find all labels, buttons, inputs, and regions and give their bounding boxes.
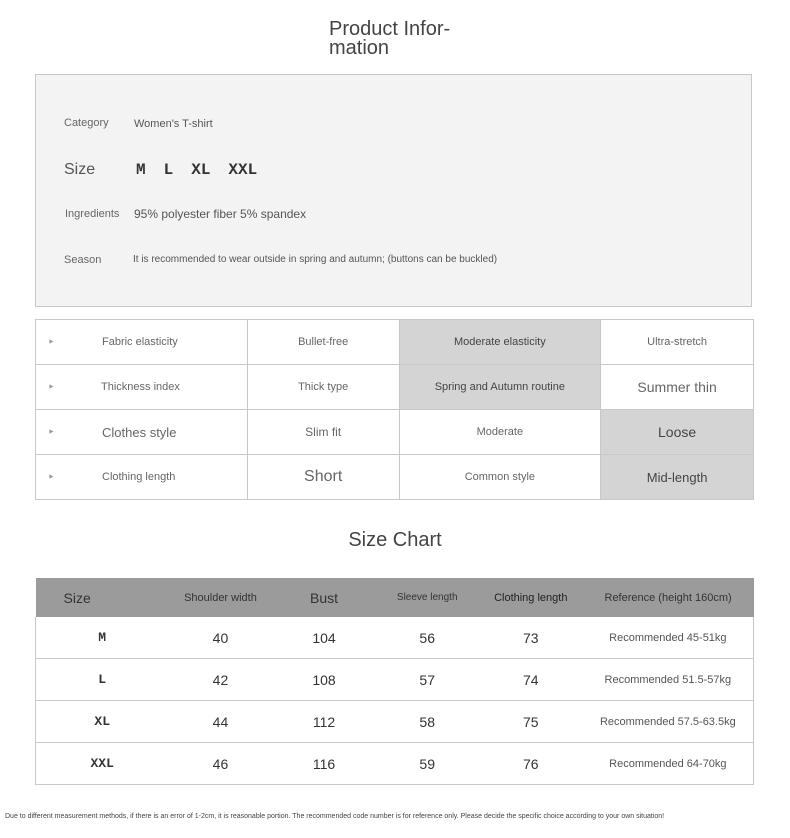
cell-bust: 108 [273, 659, 376, 701]
size-chart-title: Size Chart [348, 529, 442, 551]
size-option-m: M [136, 161, 146, 179]
header-size: Size [36, 578, 169, 617]
header-clothing-length: Clothing length [479, 578, 583, 617]
property-option: Short [247, 455, 399, 500]
product-info-title-line2: mation [329, 37, 390, 59]
cell-size: M [36, 617, 169, 659]
table-row [36, 701, 754, 743]
cell-shoulder-width: 46 [168, 743, 272, 785]
property-option: Thick type [247, 365, 399, 410]
property-option: Ultra-stretch [601, 320, 754, 365]
cell-reference: Recommended 45-51kg [583, 617, 754, 659]
product-info-title-line1: Product Infor- [329, 18, 451, 40]
cell-reference: Recommended 64-70kg [583, 743, 754, 785]
season-label: Season [64, 254, 102, 266]
property-option: Common style [399, 455, 601, 500]
property-label: Clothing length [102, 471, 176, 483]
category-value: Women's T-shirt [134, 118, 213, 130]
size-option-l: L [163, 161, 174, 179]
property-option-selected: Loose [601, 410, 754, 455]
property-label-cell [36, 455, 248, 500]
season-value: It is recommended to wear outside in spring and autumn; (buttons can be buckled) [133, 254, 498, 265]
cell-clothing-length: 76 [479, 743, 583, 785]
size-chart-table [35, 578, 754, 785]
size-option-xxl: XXL [228, 161, 258, 179]
cell-sleeve-length: 58 [376, 701, 479, 743]
category-label: Category [64, 117, 109, 129]
arrow-right-icon: ► [48, 473, 55, 481]
property-label: Clothes style [102, 424, 177, 440]
ingredients-label: Ingredients [65, 208, 120, 220]
cell-bust: 116 [273, 743, 376, 785]
property-label-cell [36, 410, 248, 455]
cell-sleeve-length: 57 [376, 659, 479, 701]
cell-size: L [36, 659, 169, 701]
property-row [36, 365, 754, 410]
cell-reference: Recommended 51.5-57kg [583, 659, 754, 701]
cell-reference: Recommended 57.5-63.5kg [583, 701, 754, 743]
property-option: Summer thin [601, 365, 754, 410]
property-label-cell [36, 320, 248, 365]
table-row [36, 617, 754, 659]
property-option: Bullet-free [247, 320, 399, 365]
property-option-selected: Mid-length [601, 455, 754, 500]
arrow-right-icon: ► [48, 383, 55, 391]
cell-shoulder-width: 44 [168, 701, 272, 743]
property-label: Thickness index [101, 381, 180, 393]
header-reference: Reference (height 160cm) [583, 578, 754, 617]
header-sleeve-length: Sleeve length [376, 578, 479, 617]
property-row [36, 320, 754, 365]
header-shoulder-width: Shoulder width [168, 578, 272, 617]
property-option: Slim fit [247, 410, 399, 455]
property-option-selected: Moderate elasticity [399, 320, 601, 365]
arrow-right-icon: ► [48, 338, 55, 346]
header-bust: Bust [273, 578, 376, 617]
cell-clothing-length: 73 [479, 617, 583, 659]
cell-sleeve-length: 56 [376, 617, 479, 659]
arrow-right-icon: ► [48, 428, 55, 436]
cell-clothing-length: 75 [479, 701, 583, 743]
property-table [35, 319, 754, 500]
property-label-cell [36, 365, 248, 410]
cell-bust: 112 [273, 701, 376, 743]
property-option: Moderate [399, 410, 601, 455]
cell-bust: 104 [273, 617, 376, 659]
table-row [36, 743, 754, 785]
product-info-box [35, 74, 752, 307]
cell-shoulder-width: 42 [168, 659, 272, 701]
property-row [36, 455, 754, 500]
property-row [36, 410, 754, 455]
size-chart-header-row [36, 578, 754, 617]
cell-size: XXL [36, 743, 169, 785]
cell-sleeve-length: 59 [376, 743, 479, 785]
product-info-title [329, 20, 469, 58]
property-option-selected: Spring and Autumn routine [399, 365, 601, 410]
size-list [136, 161, 257, 179]
cell-clothing-length: 74 [479, 659, 583, 701]
size-option-xl: XL [191, 161, 211, 179]
table-row [36, 659, 754, 701]
cell-shoulder-width: 40 [168, 617, 272, 659]
property-label: Fabric elasticity [102, 336, 178, 348]
ingredients-value: 95% polyester fiber 5% spandex [134, 207, 307, 221]
cell-size: XL [36, 701, 169, 743]
size-label: Size [64, 161, 96, 178]
footnote: Due to different measurement methods, if there is an error of 1-2cm, it is reasonable portion. The recommended code number is for reference only. Please decide the specific choice according to your own situation! [5, 813, 665, 820]
